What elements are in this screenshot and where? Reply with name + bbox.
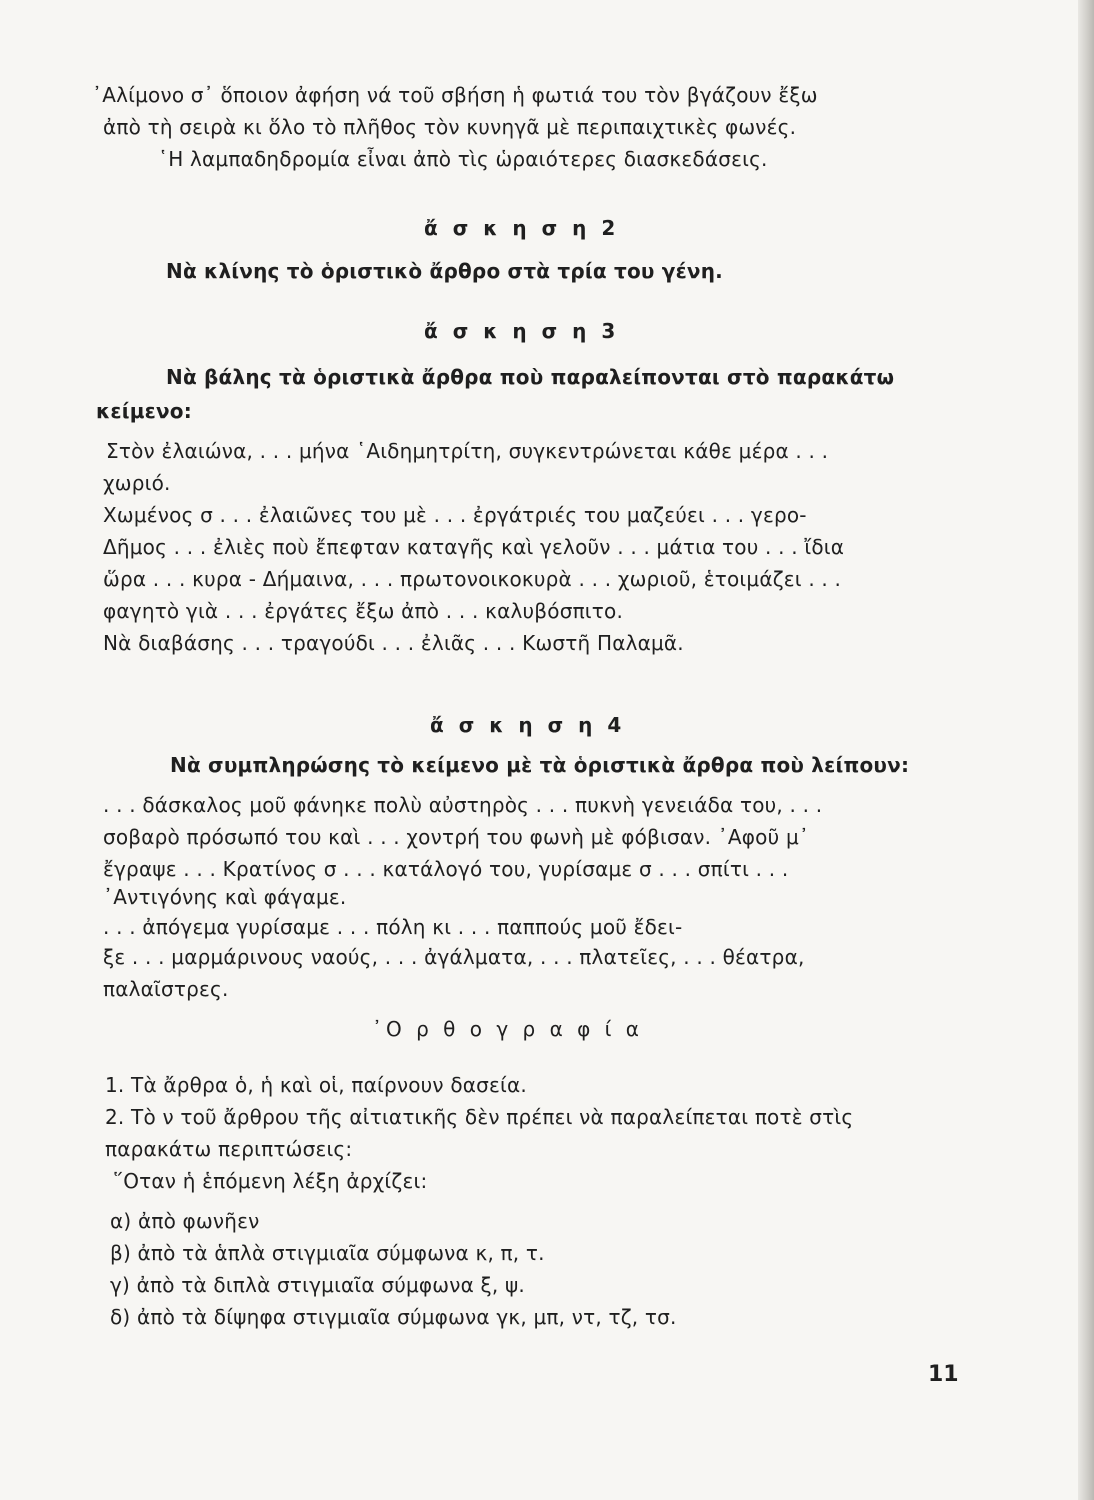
exercise-4-heading: ἄ σ κ η σ η 4: [430, 713, 626, 737]
exercise-3-instruction: κείμενο:: [96, 399, 192, 423]
exercise-3-instruction: Νὰ βάλης τὰ ὁριστικὰ ἄρθρα ποὺ παραλείπονται στὸ παρακάτω: [166, 365, 895, 389]
rule-item: γ) ἀπὸ τὰ διπλὰ στιγμιαῖα σύμφωνα ξ, ψ.: [110, 1273, 525, 1297]
exercise-4-instruction: Νὰ συμπληρώσης τὸ κείμενο μὲ τὰ ὁριστικὰ ἄρθρα ποὺ λείπουν:: [170, 753, 910, 777]
text-line: Δῆμος . . . ἐλιὲς ποὺ ἔπεφταν καταγῆς καὶ γελοῦν . . . μάτια του . . . ἴδια: [103, 535, 845, 559]
text-line: ᾿Αλίμονο σ᾿ ὅποιον ἀφήση νά τοῦ σβήση ἡ φωτιά του τὸν βγάζουν ἔξω: [92, 83, 818, 107]
text-line: . . . ἀπόγεμα γυρίσαμε . . . πόλη κι . . . παππούς μοῦ ἔδει-: [103, 915, 683, 939]
text-line: ξε . . . μαρμάρινους ναούς, . . . ἀγάλματα, . . . πλατεῖες, . . . θέατρα,: [103, 945, 805, 969]
text-line: ᾿Αντιγόνης καὶ φάγαμε.: [103, 885, 347, 909]
text-line: σοβαρὸ πρόσωπό του καὶ . . . χοντρή του φωνὴ μὲ φόβισαν. ᾿Αφοῦ μ᾿: [103, 825, 810, 849]
text-line: ἀπὸ τὴ σειρὰ κι ὅλο τὸ πλῆθος τὸν κυνηγᾶ μὲ περιπαιχτικὲς φωνές.: [103, 115, 797, 139]
rule-line: παρακάτω περιπτώσεις:: [105, 1137, 353, 1161]
rule-line: 1. Τὰ ἄρθρα ὁ, ἡ καὶ οἱ, παίρνουν δασεία.: [105, 1073, 527, 1097]
text-line: ὥρα . . . κυρα - Δήμαινα, . . . πρωτονοικοκυρὰ . . . χωριοῦ, ἑτοιμάζει . . .: [103, 567, 842, 591]
text-line: παλαῖστρες.: [103, 977, 229, 1001]
text-line: Χωμένος σ . . . ἐλαιῶνες του μὲ . . . ἐργάτριές του μαζεύει . . . γερο-: [103, 503, 807, 527]
text-line: χωριό.: [103, 471, 171, 495]
text-line: Στὸν ἐλαιώνα, . . . μήνα ῾Αιδημητρίτη, συγκεντρώνεται κάθε μέρα . . .: [106, 439, 829, 463]
rule-line: 2. Τὸ ν τοῦ ἄρθρου τῆς αἰτιατικῆς δὲν πρέπει νὰ παραλείπεται ποτὲ στὶς: [105, 1105, 854, 1129]
text-line: ῾Η λαμπαδηδρομία εἶναι ἀπὸ τὶς ὡραιότερες διασκεδάσεις.: [158, 147, 768, 171]
page-edge-shadow: [1078, 0, 1094, 1500]
orthography-heading: ᾿Ο ρ θ ο γ ρ α φ ί α: [372, 1017, 643, 1041]
text-line: Νὰ διαβάσης . . . τραγούδι . . . ἐλιᾶς . . . Κωστῆ Παλαμᾶ.: [103, 631, 684, 655]
text-line: φαγητὸ γιὰ . . . ἐργάτες ἔξω ἀπὸ . . . καλυβόσπιτο.: [103, 599, 624, 623]
rule-item: α) ἀπὸ φωνῆεν: [110, 1209, 260, 1233]
exercise-2-instruction: Νὰ κλίνης τὸ ὁριστικὸ ἄρθρο στὰ τρία του γένη.: [166, 259, 723, 283]
rule-line: ῞Οταν ἡ ἑπόμενη λέξη ἀρχίζει:: [113, 1169, 428, 1193]
text-line: . . . δάσκαλος μοῦ φάνηκε πολὺ αὐστηρὸς . . . πυκνὴ γενειάδα του, . . .: [103, 793, 823, 817]
rule-item: δ) ἀπὸ τὰ δίψηφα στιγμιαῖα σύμφωνα γκ, μπ, ντ, τζ, τσ.: [110, 1305, 677, 1329]
text-line: ἔγραψε . . . Κρατίνος σ . . . κατάλογό του, γυρίσαμε σ . . . σπίτι . . .: [103, 857, 789, 881]
rule-item: β) ἀπὸ τὰ ἁπλὰ στιγμιαῖα σύμφωνα κ, π, τ.: [110, 1241, 545, 1265]
exercise-3-heading: ἄ σ κ η σ η 3: [424, 319, 620, 343]
page-number: 11: [928, 1362, 959, 1387]
exercise-2-heading: ἄ σ κ η σ η 2: [424, 216, 620, 240]
